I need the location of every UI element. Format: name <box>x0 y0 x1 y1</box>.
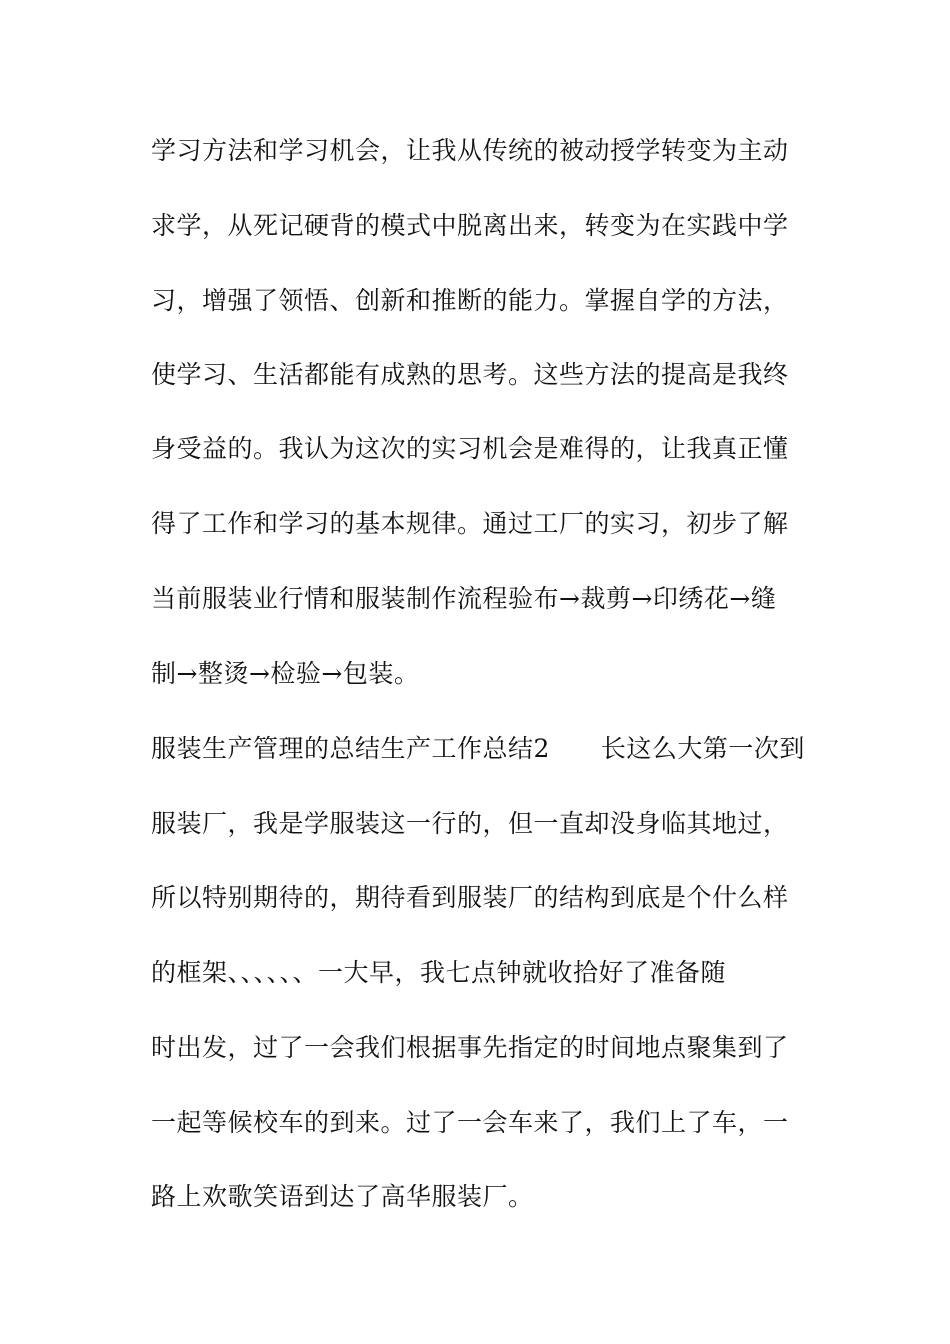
paragraph-line: 制→整烫→检验→包装。 <box>151 659 420 688</box>
paragraph-line: 服装厂，我是学服装这一行的，但一直却没身临其地过， <box>151 809 789 838</box>
paragraph-line: 当前服装业行情和服装制作流程验布→裁剪→印绣花→缝 <box>151 584 777 613</box>
paragraph-line: 使学习、生活都能有成熟的思考。这些方法的提高是我终 <box>151 360 789 389</box>
paragraph-line: 时出发，过了一会我们根据事先指定的时间地点聚集到了 <box>151 1033 789 1062</box>
paragraph-line: 得了工作和学习的基本规律。通过工厂的实习，初步了解 <box>151 509 789 538</box>
section-heading-line: 服装生产管理的总结生产工作总结2 长这么大第一次到 <box>151 734 805 763</box>
paragraph-line: 所以特别期待的，期待看到服装厂的结构到底是个什么样 <box>151 883 789 912</box>
paragraph-line: 一起等候校车的到来。过了一会车来了，我们上了车，一 <box>151 1108 789 1137</box>
paragraph-line: 学习方法和学习机会，让我从传统的被动授学转变为主动 <box>151 136 789 165</box>
paragraph-line: 的框架、、、、、、一大早，我七点钟就收拾好了准备随 <box>151 958 727 987</box>
paragraph-line: 身受益的。我认为这次的实习机会是难得的，让我真正懂 <box>151 434 789 463</box>
paragraph-line: 路上欢歌笑语到达了高华服装厂。 <box>151 1182 534 1211</box>
paragraph-line: 求学，从死记硬背的模式中脱离出来，转变为在实践中学 <box>151 211 789 240</box>
paragraph-line: 习，增强了领悟、创新和推断的能力。掌握自学的方法， <box>151 286 789 315</box>
